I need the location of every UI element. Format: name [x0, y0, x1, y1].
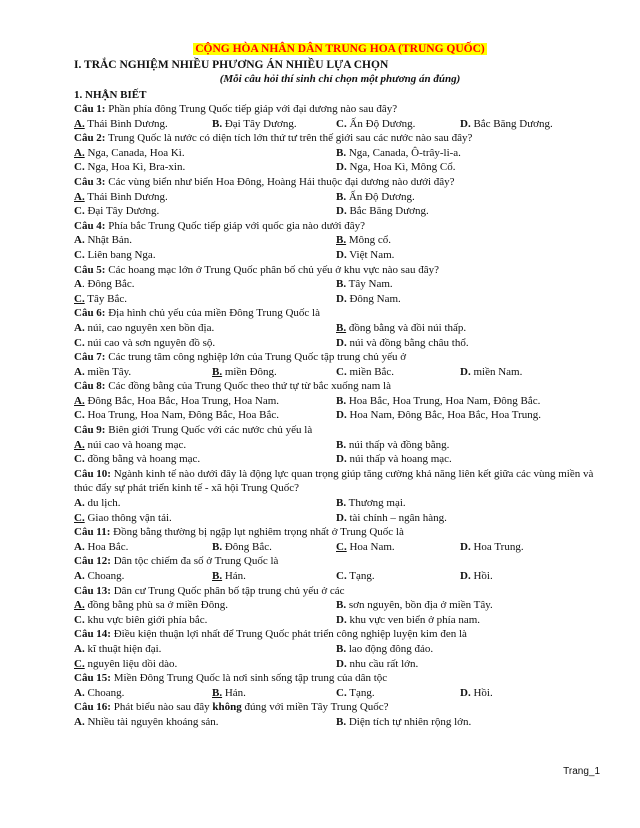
option-letter: D. [460, 365, 471, 378]
question-stem [74, 554, 606, 569]
question-number: Câu 1: [74, 103, 106, 115]
answer-option[interactable] [336, 686, 460, 701]
answer-option[interactable] [74, 204, 336, 219]
option-letter: D. [336, 205, 347, 218]
option-row [74, 190, 606, 205]
option-letter: D. [336, 613, 347, 626]
option-row [74, 292, 606, 307]
option-letter: D. [336, 161, 347, 174]
option-text: Ấn Độ Dương. [346, 190, 415, 203]
option-text: Liên bang Nga. [84, 248, 156, 261]
option-row [74, 642, 606, 657]
answer-option[interactable] [74, 321, 336, 336]
answer-option[interactable] [74, 117, 212, 132]
option-row [74, 365, 606, 380]
option-row [74, 117, 606, 132]
option-letter: C. [74, 161, 85, 174]
question-text: Dân cư Trung Quốc phân bố tập trung chủ yếu ở các [110, 584, 345, 597]
question-text: Các hoang mạc lớn ở Trung Quốc phân bố chủ yếu ở khu vực nào sau đây? [105, 263, 439, 276]
option-text: Nga, Canada, Hoa Kì. [84, 146, 185, 159]
option-letter: A. [74, 190, 85, 203]
option-row [74, 613, 606, 628]
option-letter: A. [74, 146, 85, 159]
option-text: du lịch. [84, 497, 121, 510]
answer-option[interactable] [74, 657, 336, 672]
option-letter: B. [336, 715, 347, 728]
option-text: đồng bằng phù sa ở miền Đông. [84, 599, 229, 612]
answer-option[interactable] [336, 511, 598, 526]
option-letter: C. [336, 117, 347, 130]
question-text: Biên giới Trung Quốc với các nước chủ yếu là [105, 424, 313, 437]
answer-option[interactable] [336, 233, 598, 248]
option-letter: B. [336, 321, 347, 334]
option-letter: A. [74, 642, 85, 655]
option-text: Nhiều tài nguyên khoáng sản. [84, 715, 219, 728]
answer-option[interactable] [74, 598, 336, 613]
answer-option[interactable] [336, 292, 598, 307]
option-text: tài chính – ngân hàng. [346, 511, 447, 524]
answer-option[interactable] [336, 657, 598, 672]
option-row [74, 160, 606, 175]
question-stem [74, 700, 606, 715]
option-letter: B. [336, 599, 347, 612]
option-text: núi và đồng bằng châu thổ. [346, 336, 469, 349]
option-letter: D. [460, 570, 471, 582]
question-number: Câu 4: [74, 219, 106, 232]
option-text: Việt Nam. [346, 248, 395, 261]
option-letter: B. [336, 394, 347, 407]
answer-option[interactable] [74, 292, 336, 307]
option-text: Đại Tây Dương. [222, 117, 297, 130]
answer-option[interactable] [336, 204, 598, 219]
option-text: miền Đông. [222, 365, 277, 378]
option-letter: C. [336, 365, 347, 378]
question-number: Câu 2: [74, 132, 106, 145]
question-stem [74, 584, 606, 599]
option-letter: C. [74, 248, 85, 261]
question-stem [74, 525, 606, 540]
answer-option[interactable] [74, 190, 336, 205]
option-text: Tạng. [346, 570, 375, 582]
answer-option[interactable] [74, 438, 336, 453]
option-text: núi cao và hoang mạc. [84, 438, 187, 451]
page-title [74, 42, 606, 56]
option-letter: D. [460, 686, 471, 699]
option-text: sơn nguyên, bồn địa ở miền Tây. [346, 599, 493, 612]
answer-option[interactable] [336, 248, 598, 263]
answer-option[interactable] [74, 686, 212, 701]
option-text: Bắc Băng Dương. [346, 205, 429, 218]
option-letter: A. [74, 540, 85, 553]
option-letter: D. [336, 657, 347, 670]
option-text: Hoa Bắc, Hoa Trung, Hoa Nam, Đông Bắc. [346, 394, 541, 407]
question-stem [74, 175, 606, 190]
answer-option[interactable] [336, 540, 460, 555]
option-letter: B. [336, 438, 347, 451]
question-stem [74, 671, 606, 686]
option-text: nhu cầu rất lớn. [346, 657, 419, 670]
section-heading: I. TRẮC NGHIỆM NHIỀU PHƯƠNG ÁN NHIỀU LỰA CHỌN [74, 59, 389, 71]
option-text: kĩ thuật hiện đại. [84, 642, 162, 655]
option-letter: C. [74, 453, 85, 466]
option-row [74, 394, 606, 409]
answer-option[interactable] [212, 117, 336, 132]
header-highlight: CỘNG HÒA NHÂN DÂN TRUNG HOA (TRUNG QUỐC) [195, 43, 485, 55]
option-text: Mông cổ. [346, 234, 392, 247]
option-letter: D. [336, 511, 347, 524]
question-number: Câu 5: [74, 263, 106, 276]
option-row [74, 657, 606, 672]
question-stem [74, 219, 606, 234]
question-text: Phát biểu nào sau đây [110, 701, 213, 714]
question-text: Các trung tâm công nghiệp lớn của Trung Quốc tập trung chủ yếu ở [105, 351, 407, 364]
option-text: Hoa Bắc. [84, 540, 129, 553]
question-number: Câu 10: [74, 467, 111, 480]
option-letter: A. [74, 570, 85, 582]
answer-option[interactable] [336, 642, 598, 657]
option-text: Thương mại. [346, 497, 406, 510]
option-letter: D. [336, 292, 347, 305]
option-letter: C. [74, 205, 85, 218]
question-stem [74, 263, 606, 278]
answer-option[interactable] [74, 336, 336, 351]
option-text: Thái Bình Dương. [84, 117, 168, 130]
answer-option[interactable] [74, 248, 336, 263]
answer-option[interactable] [336, 715, 598, 730]
question-stem [74, 423, 606, 438]
option-letter: C. [74, 409, 85, 422]
question-text: Phần phía đông Trung Quốc tiếp giáp với đại dương nào sau đây? [105, 103, 398, 115]
option-text: núi, cao nguyên xen bồn địa. [84, 321, 215, 334]
level-heading: 1. NHẬN BIẾT [74, 89, 147, 101]
option-text: Hoa Trung, Hoa Nam, Đông Bắc, Hoa Bắc. [84, 409, 280, 422]
option-text: khu vực ven biển ở phía nam. [346, 613, 481, 626]
answer-option[interactable] [74, 540, 212, 555]
answer-option[interactable] [74, 642, 336, 657]
option-letter: B. [336, 190, 347, 203]
answer-option[interactable] [212, 686, 336, 701]
answer-option[interactable] [74, 613, 336, 628]
option-text: Choang. [84, 570, 125, 582]
question-number: Câu 9: [74, 424, 106, 437]
instruction-note: (Mỗi câu hỏi thí sinh chỉ chọn một phương án đúng) [219, 73, 461, 85]
answer-option[interactable] [74, 511, 336, 526]
option-text: . Đông Bắc. [81, 278, 135, 291]
answer-option[interactable] [336, 496, 598, 511]
option-text: Hồi. [470, 686, 493, 699]
answer-option[interactable] [74, 569, 212, 584]
option-text: Hán. [222, 686, 246, 699]
question-text: Dân tộc chiếm đa số ở Trung Quốc là [110, 555, 279, 568]
question-text: Các đồng bằng của Trung Quốc theo thứ tự từ bắc xuống nam là [105, 380, 391, 393]
option-row [74, 336, 606, 351]
answer-option[interactable] [74, 715, 336, 730]
option-letter: A. [74, 599, 85, 612]
option-letter: A. [74, 715, 85, 728]
option-text: nguyên liệu dồi dào. [84, 657, 178, 670]
question-number: Câu 3: [74, 175, 106, 188]
option-text: Nhật Bản. [84, 234, 133, 247]
answer-option[interactable] [336, 321, 598, 336]
answer-option[interactable] [336, 438, 598, 453]
option-row [74, 686, 606, 701]
option-text: Hán. [222, 570, 246, 582]
answer-option[interactable] [336, 394, 598, 409]
option-letter: D. [460, 540, 471, 553]
option-row [74, 438, 606, 453]
option-letter: A. [74, 497, 85, 510]
answer-option[interactable] [336, 452, 598, 467]
question-text: Đồng bằng thường bị ngập lụt nghiêm trọng nhất ở Trung Quốc là [110, 526, 404, 539]
question-stem [74, 306, 606, 321]
option-letter: A. [74, 438, 85, 451]
page-number: Trang_1 [563, 766, 600, 777]
option-letter: D. [336, 336, 347, 349]
option-letter: B. [336, 497, 347, 510]
question-stem [74, 627, 606, 642]
answer-option[interactable] [336, 598, 598, 613]
answer-option[interactable] [460, 365, 600, 380]
question-stem [74, 467, 606, 496]
option-letter: D. [460, 117, 471, 130]
option-text: Đông Bắc. [222, 540, 272, 553]
option-letter: D. [336, 453, 347, 466]
option-text: Choang. [84, 686, 125, 699]
option-row [74, 204, 606, 219]
question-text: Các vùng biển như biển Hoa Đông, Hoàng Hải thuộc đại dương nào dưới đây? [105, 175, 455, 188]
option-letter: C. [74, 613, 85, 626]
option-text: Đông Bắc, Hoa Bắc, Hoa Trung, Hoa Nam. [84, 394, 280, 407]
option-text: Tạng. [346, 686, 375, 699]
answer-option[interactable] [212, 569, 336, 584]
option-row [74, 452, 606, 467]
option-text: đồng bằng và hoang mạc. [84, 453, 201, 466]
exam-page [74, 42, 606, 730]
answer-option[interactable] [336, 365, 460, 380]
option-letter: A. [74, 686, 85, 699]
option-letter: C. [336, 540, 347, 553]
option-letter: A. [74, 321, 85, 334]
question-text: Phía bắc Trung Quốc tiếp giáp với quốc gia nào dưới đây? [105, 219, 366, 232]
option-text: Hồi. [470, 570, 493, 582]
option-letter: C. [336, 686, 347, 699]
question-text: Trung Quốc là nước có diện tích lớn thứ tư trên thế giới sau các nước nào sau đây? [105, 132, 473, 145]
option-row [74, 598, 606, 613]
option-text: Tây Nam. [346, 278, 393, 291]
question-stem [74, 102, 606, 117]
question-text: Ngành kinh tế nào dưới đây là động lực quan trọng giúp tăng cường khả năng liên kết giữa các vùng miền và thúc đẩy sự phát triển kinh tế - xã hội Trung Quốc? [74, 467, 594, 495]
option-row [74, 569, 606, 584]
question-number: Câu 8: [74, 380, 106, 393]
answer-option[interactable] [336, 146, 598, 161]
answer-option[interactable] [336, 408, 598, 423]
option-letter: B. [336, 278, 347, 291]
answer-option[interactable] [74, 146, 336, 161]
question-number: Câu 11: [74, 526, 111, 539]
answer-option[interactable] [74, 277, 336, 292]
question-text: Miền Đông Trung Quốc là nơi sinh sống tập trung của dân tộc [110, 672, 388, 685]
option-letter: B. [336, 146, 347, 159]
option-text: Hoa Nam. [346, 540, 395, 553]
option-letter: A. [74, 117, 85, 130]
option-letter: C. [74, 657, 85, 670]
answer-option[interactable] [460, 569, 600, 584]
answer-option[interactable] [336, 569, 460, 584]
answer-option[interactable] [336, 160, 598, 175]
option-letter: D. [336, 248, 347, 261]
option-letter: C. [74, 336, 85, 349]
option-text: miền Nam. [470, 365, 523, 378]
answer-option[interactable] [74, 365, 212, 380]
answer-option[interactable] [74, 496, 336, 511]
option-text: miền Bắc. [346, 365, 395, 378]
option-text: Đại Tây Dương. [84, 205, 160, 218]
option-letter: C. [336, 570, 347, 582]
option-text: Bắc Băng Dương. [470, 117, 553, 130]
option-text: Nga, Canada, Ô-trây-li-a. [346, 146, 461, 159]
option-text: Nga, Hoa Kì, Mông Cổ. [346, 161, 456, 174]
option-text: Hoa Nam, Đông Bắc, Hoa Bắc, Hoa Trung. [346, 409, 542, 422]
option-text: Tây Bắc. [84, 292, 127, 305]
option-row [74, 408, 606, 423]
question-list [74, 102, 606, 730]
option-letter: B. [212, 365, 223, 378]
answer-option[interactable] [74, 394, 336, 409]
option-text: Ấn Độ Dương. [346, 117, 416, 130]
option-letter: A [74, 278, 82, 291]
option-letter: C. [74, 292, 85, 305]
question-number: Câu 14: [74, 628, 111, 641]
option-letter: B. [212, 686, 223, 699]
option-text: núi cao và sơn nguyên đồ sộ. [84, 336, 216, 349]
question-text: Điều kiện thuận lợi nhất để Trung Quốc phát triển công nghiệp luyện kim đen là [110, 628, 467, 641]
option-row [74, 248, 606, 263]
option-letter: A. [74, 394, 85, 407]
option-text: miền Tây. [84, 365, 132, 378]
answer-option[interactable] [460, 686, 600, 701]
option-text: Nga, Hoa Kì, Bra-xin. [84, 161, 186, 174]
option-text: Diện tích tự nhiên rộng lớn. [346, 715, 472, 728]
answer-option[interactable] [74, 408, 336, 423]
option-row [74, 511, 606, 526]
option-text: lao động đông đảo. [346, 642, 434, 655]
option-row [74, 496, 606, 511]
option-letter: A. [74, 234, 85, 247]
option-row [74, 321, 606, 336]
answer-option[interactable] [336, 117, 460, 132]
option-letter: B. [336, 642, 347, 655]
question-number: Câu 16: [74, 701, 111, 714]
option-text: Đông Nam. [346, 292, 401, 305]
option-row [74, 233, 606, 248]
answer-option[interactable] [336, 277, 598, 292]
question-text: đúng với miền Tây Trung Quốc? [241, 701, 389, 714]
option-text: Hoa Trung. [470, 540, 524, 553]
question-number: Câu 7: [74, 351, 106, 364]
option-letter: C. [74, 511, 85, 524]
answer-option[interactable] [74, 452, 336, 467]
option-letter: B. [212, 540, 223, 553]
option-row [74, 277, 606, 292]
answer-option[interactable] [336, 190, 598, 205]
option-letter: A. [74, 365, 85, 378]
answer-option[interactable] [74, 233, 336, 248]
option-row [74, 146, 606, 161]
option-letter: D. [336, 409, 347, 422]
question-number: Câu 6: [74, 307, 106, 320]
answer-option[interactable] [336, 336, 598, 351]
option-text: Giao thông vận tải. [84, 511, 172, 524]
option-letter: B. [212, 570, 223, 582]
option-text: khu vực biên giới phía bắc. [84, 613, 208, 626]
question-text-emphasis: không [212, 701, 242, 714]
answer-option[interactable] [460, 540, 600, 555]
option-text: núi thấp và đồng bằng. [346, 438, 450, 451]
answer-option[interactable] [74, 160, 336, 175]
answer-option[interactable] [212, 540, 336, 555]
question-stem [74, 350, 606, 365]
answer-option[interactable] [212, 365, 336, 380]
question-number: Câu 13: [74, 584, 111, 597]
question-text: Địa hình chủ yếu của miền Đông Trung Quốc là [105, 307, 320, 320]
option-text: núi thấp và hoang mạc. [346, 453, 452, 466]
question-number: Câu 15: [74, 672, 111, 685]
option-letter: B. [212, 117, 223, 130]
question-stem [74, 379, 606, 394]
option-row [74, 540, 606, 555]
option-text: đồng bằng và đồi núi thấp. [346, 321, 467, 334]
option-letter: B. [336, 234, 347, 247]
question-number: Câu 12: [74, 555, 111, 568]
option-row [74, 715, 606, 730]
option-text: Thái Bình Dương. [84, 190, 168, 203]
answer-option[interactable] [460, 117, 600, 132]
answer-option[interactable] [336, 613, 598, 628]
question-stem [74, 131, 606, 146]
